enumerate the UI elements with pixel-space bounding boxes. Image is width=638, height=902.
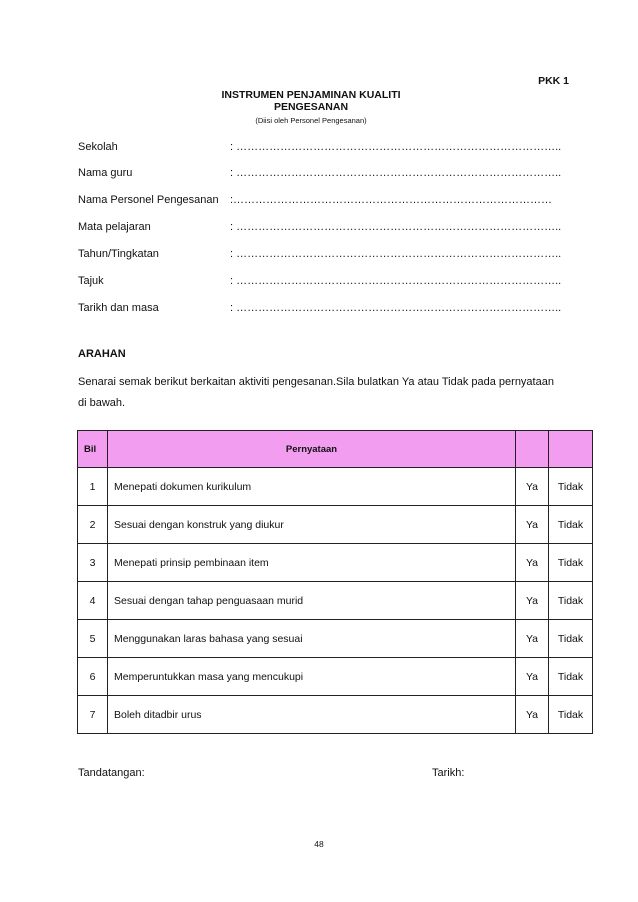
- option-ya[interactable]: Ya: [516, 468, 549, 506]
- option-tidak[interactable]: Tidak: [549, 506, 593, 544]
- table-row: [78, 506, 593, 544]
- option-ya[interactable]: Ya: [516, 696, 549, 734]
- field-line-tajuk[interactable]: : ……………………………………………………………………………..: [230, 275, 562, 287]
- header-ya: [516, 431, 549, 468]
- row-statement: Sesuai dengan konstruk yang diukur: [108, 506, 516, 544]
- table-row: [78, 544, 593, 582]
- field-line-tarikh-masa[interactable]: : ……………………………………………………………………………..: [230, 302, 562, 314]
- row-bil: 7: [78, 696, 108, 734]
- field-label-tarikh-masa: Tarikh dan masa: [78, 302, 159, 314]
- table-row: [78, 582, 593, 620]
- table-row: [78, 468, 593, 506]
- instructions-text: Senarai semak berikut berkaitan aktiviti pengesanan.Sila bulatkan Ya atau Tidak pada pernyataan di bawah.: [78, 376, 554, 409]
- row-statement: Memperuntukkan masa yang mencukupi: [108, 658, 516, 696]
- option-ya[interactable]: Ya: [516, 620, 549, 658]
- row-bil: 5: [78, 620, 108, 658]
- field-label-mata-pelajaran: Mata pelajaran: [78, 221, 151, 233]
- field-label-sekolah: Sekolah: [78, 141, 118, 153]
- field-line-nama-personel[interactable]: :……………………………………………………………………………: [230, 194, 553, 206]
- option-ya[interactable]: Ya: [516, 506, 549, 544]
- instructions-heading: ARAHAN: [78, 348, 126, 360]
- checklist-table: [77, 430, 593, 734]
- table-row: [78, 620, 593, 658]
- option-tidak[interactable]: Tidak: [549, 582, 593, 620]
- date-label: Tarikh:: [432, 767, 465, 779]
- field-label-nama-personel: Nama Personel Pengesanan: [78, 194, 219, 206]
- field-label-tajuk: Tajuk: [78, 275, 104, 287]
- row-statement: Boleh ditadbir urus: [108, 696, 516, 734]
- row-statement: Sesuai dengan tahap penguasaan murid: [108, 582, 516, 620]
- table-header-row: [78, 431, 593, 468]
- row-statement: Menepati dokumen kurikulum: [108, 468, 516, 506]
- row-bil: 2: [78, 506, 108, 544]
- header-bil: Bil: [78, 431, 108, 468]
- header-statement: Pernyataan: [108, 431, 516, 468]
- header-tidak: [549, 431, 593, 468]
- option-tidak[interactable]: Tidak: [549, 544, 593, 582]
- row-bil: 4: [78, 582, 108, 620]
- option-tidak[interactable]: Tidak: [549, 658, 593, 696]
- form-title-line2: PENGESANAN: [273, 101, 349, 113]
- row-statement: Menepati prinsip pembinaan item: [108, 544, 516, 582]
- signature-label: Tandatangan:: [78, 767, 145, 779]
- row-bil: 3: [78, 544, 108, 582]
- table-row: [78, 696, 593, 734]
- field-line-sekolah[interactable]: : ……………………………………………………………………………..: [230, 141, 562, 153]
- option-tidak[interactable]: Tidak: [549, 696, 593, 734]
- field-label-nama-guru: Nama guru: [78, 167, 133, 179]
- form-subtitle: (Diisi oleh Personel Pengesanan): [255, 116, 367, 125]
- row-bil: 1: [78, 468, 108, 506]
- page-number: 48: [314, 839, 324, 849]
- field-line-tahun-tingkatan[interactable]: : ……………………………………………………………………………..: [230, 248, 562, 260]
- option-ya[interactable]: Ya: [516, 544, 549, 582]
- field-line-mata-pelajaran[interactable]: : ……………………………………………………………………………..: [230, 221, 562, 233]
- field-label-tahun-tingkatan: Tahun/Tingkatan: [78, 248, 159, 260]
- row-bil: 6: [78, 658, 108, 696]
- form-title: INSTRUMEN PENJAMINAN KUALITI: [221, 89, 401, 101]
- option-tidak[interactable]: Tidak: [549, 468, 593, 506]
- option-tidak[interactable]: Tidak: [549, 620, 593, 658]
- row-statement: Menggunakan laras bahasa yang sesuai: [108, 620, 516, 658]
- table-row: [78, 658, 593, 696]
- option-ya[interactable]: Ya: [516, 658, 549, 696]
- form-code: PKK 1: [538, 75, 569, 87]
- option-ya[interactable]: Ya: [516, 582, 549, 620]
- field-line-nama-guru[interactable]: : ……………………………………………………………………………..: [230, 167, 562, 179]
